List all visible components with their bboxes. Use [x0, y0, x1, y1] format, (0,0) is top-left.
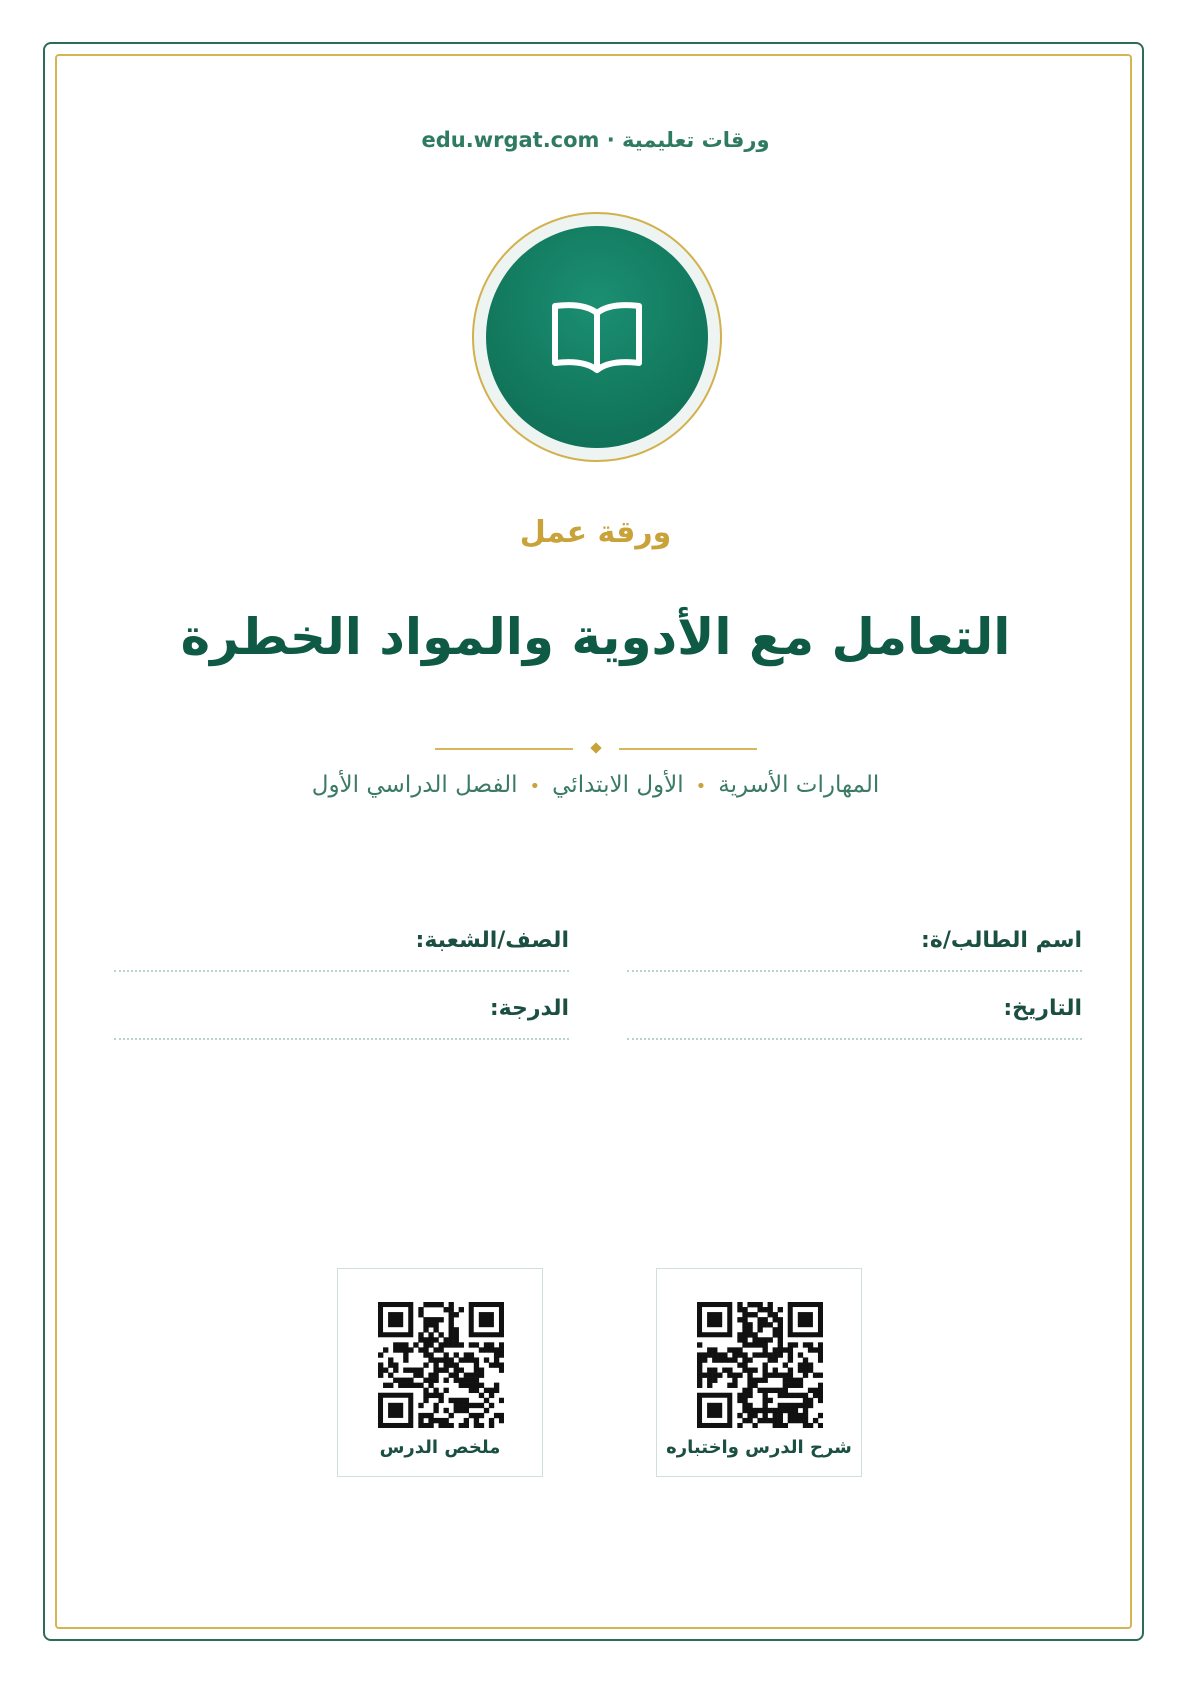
- score-field[interactable]: [114, 988, 569, 1040]
- separator-dot: •: [695, 776, 707, 797]
- site-header: ورقات تعليمية · edu.wrgat.com: [421, 128, 770, 152]
- document-type: ورقة عمل: [519, 515, 672, 550]
- class-section-label: الصف/الشعبة:: [415, 928, 569, 953]
- score-label: الدرجة:: [489, 996, 569, 1021]
- subject-label: المهارات الأسرية: [718, 772, 880, 798]
- qr-code: [697, 1302, 823, 1428]
- qr-code: [378, 1302, 504, 1428]
- divider: [435, 743, 757, 755]
- qr-card-summary[interactable]: [337, 1268, 543, 1477]
- date-field[interactable]: [627, 988, 1082, 1040]
- course-meta: [0, 772, 1191, 798]
- badge: [486, 226, 708, 448]
- separator-dot: •: [529, 776, 541, 797]
- page-title: التعامل مع الأدوية والمواد الخطرة: [180, 608, 1011, 666]
- qr-card-explanation[interactable]: [656, 1268, 862, 1477]
- class-section-field[interactable]: [114, 920, 569, 972]
- open-book-icon: [549, 297, 645, 377]
- term-label: الفصل الدراسي الأول: [311, 772, 518, 798]
- grade-label: الأول الابتدائي: [552, 772, 684, 798]
- date-label: التاريخ:: [1003, 996, 1082, 1021]
- student-name-field[interactable]: [627, 920, 1082, 972]
- qr-caption: شرح الدرس واختباره: [666, 1437, 852, 1458]
- qr-caption: ملخص الدرس: [379, 1437, 501, 1458]
- student-name-label: اسم الطالب/ة:: [921, 928, 1082, 953]
